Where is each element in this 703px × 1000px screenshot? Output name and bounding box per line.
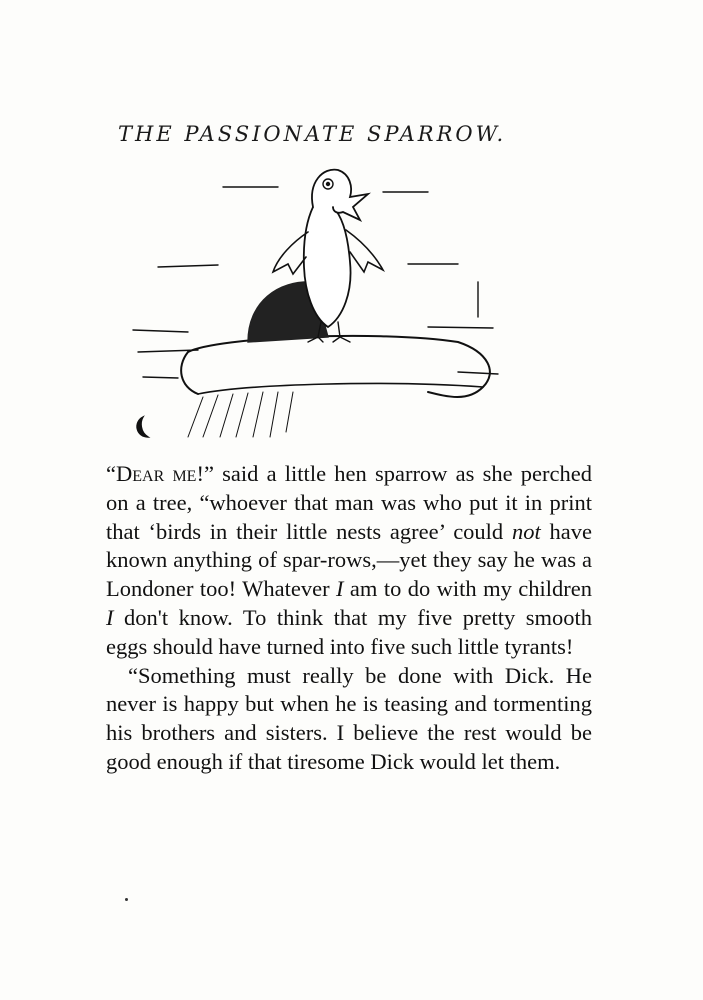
body-text — [106, 460, 592, 777]
page-speck — [125, 898, 128, 901]
paragraph-1: “Dear me!” said a little hen sparrow as she perched on a tree, “whoever that man was who put it in print that ‘birds in their little nests agree’ could not have known anything of spar-rows,—yet they say he was a Londoner too! Whatever I am to do with my children I don't know. To think that my five pretty smooth eggs should have turned into five such little tyrants! — [106, 461, 593, 659]
sparrow-illustration — [128, 152, 508, 442]
chapter-title: THE PASSIONATE SPARROW. — [118, 122, 507, 146]
paragraph-2: “Something must really be done with Dick. He never is happy but when he is teasing and tormenting his brothers and sisters. I believe the rest would be good enough if that tiresome Dick would let them. — [106, 662, 592, 774]
